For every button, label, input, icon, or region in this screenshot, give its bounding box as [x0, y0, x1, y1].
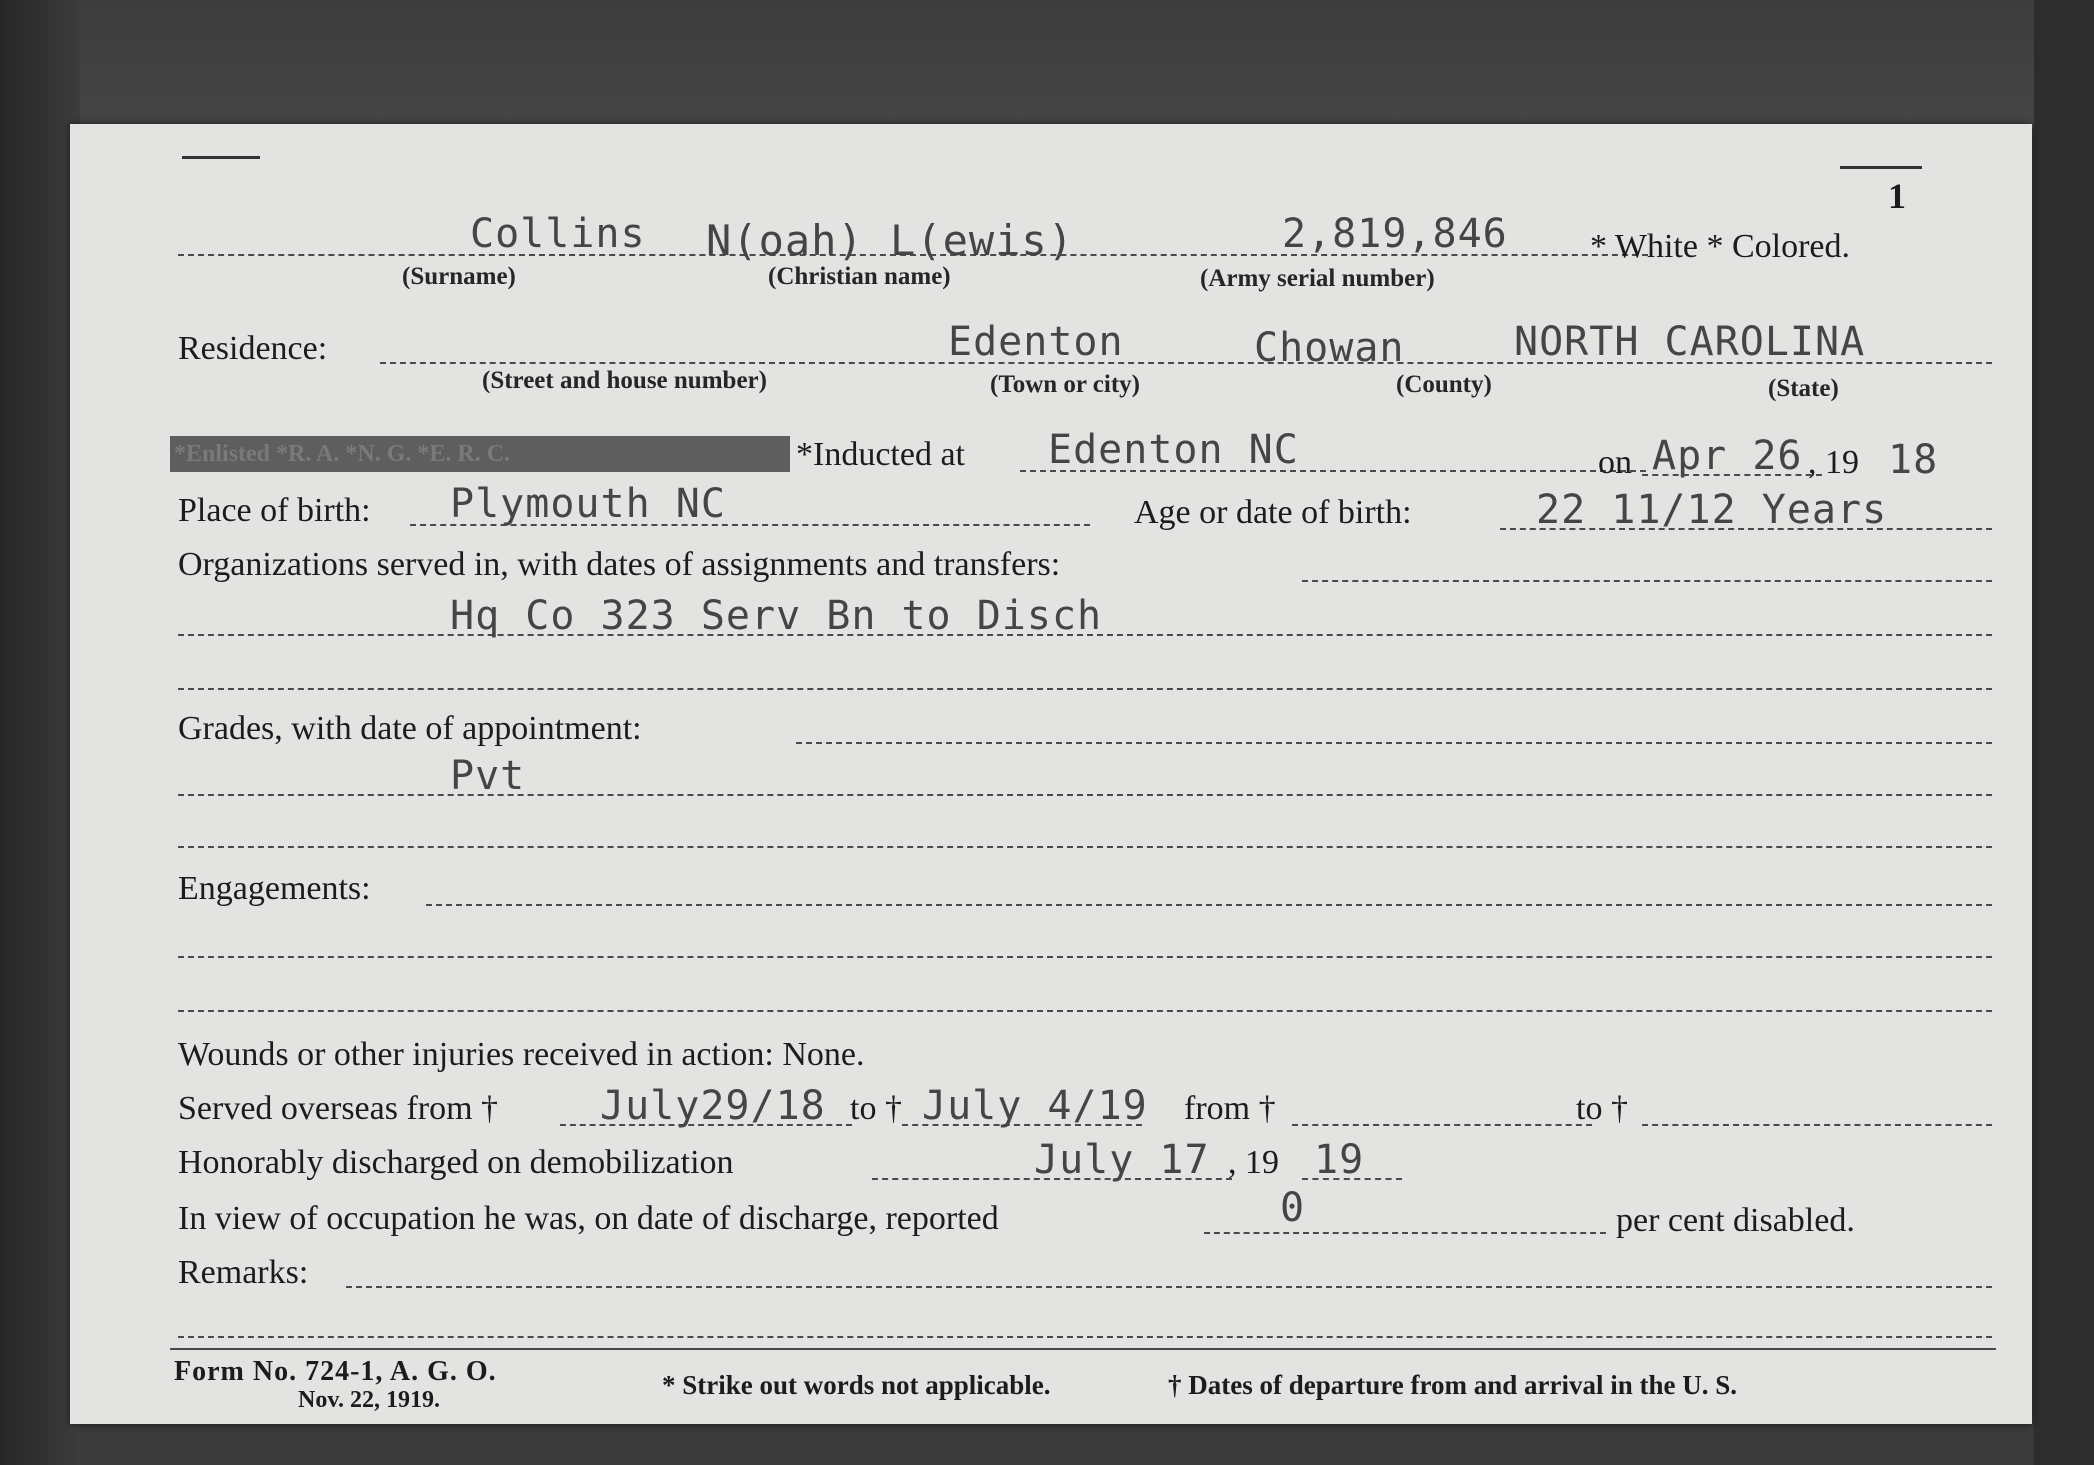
induction-year-prefix: , 19 — [1808, 444, 1859, 481]
remarks-label: Remarks: — [178, 1254, 309, 1291]
grades-label: Grades, with date of appointment: — [178, 710, 642, 747]
residence-town-value: Edenton — [948, 319, 1124, 365]
organizations-value: Hq Co 323 Serv Bn to Disch — [450, 593, 1103, 639]
inducted-at-label: *Inducted at — [796, 436, 965, 473]
overseas-from2-line — [1292, 1124, 1592, 1126]
street-label: (Street and house number) — [482, 367, 767, 394]
strike-note: * Strike out words not applicable. — [662, 1370, 1051, 1400]
engagements-line-2 — [178, 956, 1992, 958]
christian-name-value: N(oah) L(ewis) — [706, 216, 1075, 265]
disability-line — [1204, 1232, 1606, 1234]
grades-line-3 — [178, 846, 1992, 848]
discharge-label: Honorably discharged on demobilization — [178, 1144, 734, 1181]
state-label: (State) — [1768, 375, 1839, 402]
remarks-line-2 — [178, 1336, 1992, 1338]
surname-label: (Surname) — [402, 263, 516, 290]
corner-rule-right — [1840, 166, 1922, 169]
grades-line-1 — [796, 742, 1992, 744]
overseas-to2-line — [1642, 1124, 1992, 1126]
discharge-date-value: July 17 — [1034, 1137, 1210, 1183]
organizations-label: Organizations served in, with dates of assignments and transfers: — [178, 546, 1061, 583]
card-number: 1 — [1888, 176, 1906, 216]
overseas-from-value: July29/18 — [600, 1083, 826, 1129]
serial-number-label: (Army serial number) — [1200, 265, 1435, 292]
disability-suffix: per cent disabled. — [1616, 1202, 1855, 1239]
place-of-birth-label: Place of birth: — [178, 492, 371, 529]
residence-state-value: NORTH CAROLINA — [1514, 319, 1866, 365]
town-label: (Town or city) — [990, 371, 1140, 398]
overseas-from2-label: from † — [1184, 1090, 1276, 1127]
engagements-label: Engagements: — [178, 870, 371, 907]
redacted-enlistment-options: *Enlisted *R. A. *N. G. *E. R. C. — [170, 436, 790, 472]
disability-value: 0 — [1280, 1185, 1306, 1231]
scan-background-left — [0, 0, 80, 1465]
scan-background-right — [2034, 0, 2094, 1465]
remarks-line-1 — [346, 1286, 1992, 1288]
race-options: * White * Colored. — [1590, 228, 1850, 265]
place-of-birth-value: Plymouth NC — [450, 481, 726, 527]
surname-value: Collins — [470, 211, 646, 257]
age-label: Age or date of birth: — [1134, 494, 1412, 531]
wounds-label: Wounds or other injuries received in action: None. — [178, 1036, 865, 1073]
induction-year-value: 18 — [1888, 437, 1939, 483]
age-value: 22 11/12 Years — [1536, 487, 1888, 533]
inducted-on-label: on — [1598, 444, 1632, 481]
engagements-line-1 — [426, 904, 1992, 906]
organizations-line-3 — [178, 688, 1992, 690]
dates-note: † Dates of departure from and arrival in the U. S. — [1168, 1370, 1737, 1400]
grades-value: Pvt — [450, 753, 526, 799]
service-record-card — [70, 124, 2032, 1424]
serial-number-value: 2,819,846 — [1282, 211, 1508, 257]
overseas-to-label: to † — [850, 1090, 902, 1127]
form-date: Nov. 22, 1919. — [298, 1387, 441, 1413]
overseas-to-value: July 4/19 — [922, 1083, 1148, 1129]
form-number: Form No. 724-1, A. G. O. — [174, 1356, 497, 1387]
engagements-line-3 — [178, 1010, 1992, 1012]
discharge-year-prefix: , 19 — [1228, 1144, 1279, 1181]
discharge-year-value: 19 — [1314, 1137, 1365, 1183]
inducted-at-value: Edenton NC — [1048, 427, 1299, 473]
corner-rule — [182, 156, 260, 159]
footer-rule — [170, 1348, 1996, 1350]
residence-label: Residence: — [178, 330, 328, 367]
induction-date-value: Apr 26 — [1652, 433, 1803, 479]
christian-name-label: (Christian name) — [768, 263, 951, 290]
disability-label: In view of occupation he was, on date of discharge, reported — [178, 1200, 999, 1237]
overseas-from-label: Served overseas from † — [178, 1090, 499, 1127]
residence-county-value: Chowan — [1254, 325, 1405, 371]
county-label: (County) — [1396, 371, 1492, 398]
overseas-to2-label: to † — [1576, 1090, 1628, 1127]
scan-background-top — [0, 0, 2094, 128]
organizations-line-1 — [1302, 580, 1992, 582]
